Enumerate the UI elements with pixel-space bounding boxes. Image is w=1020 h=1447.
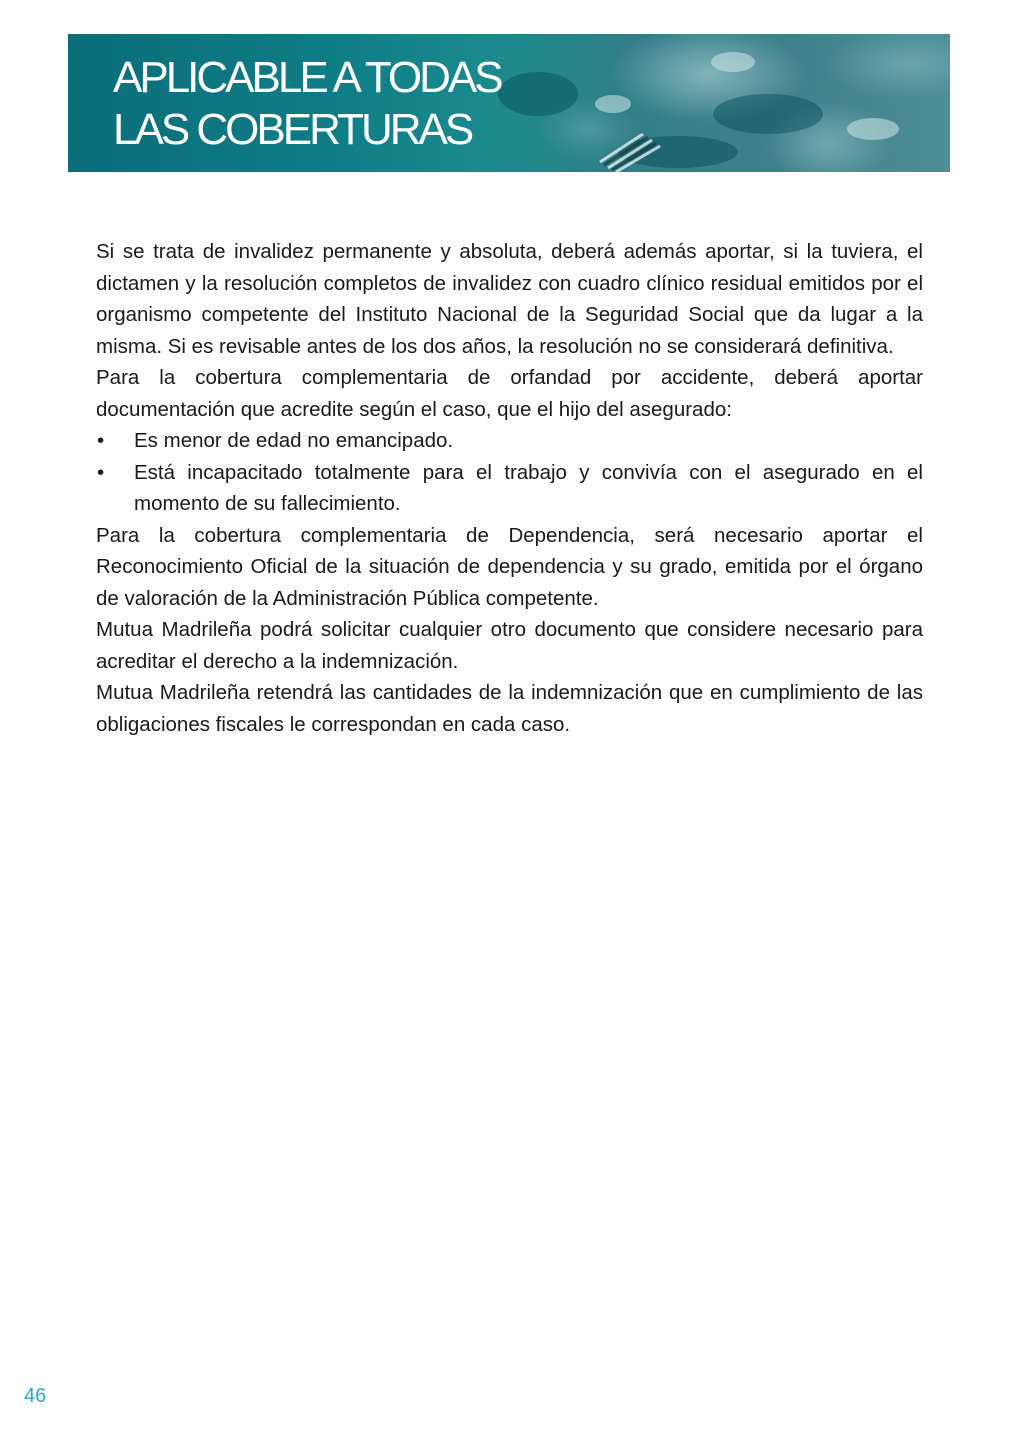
page-title-line-1: APLICABLE A TODAS [113,53,501,102]
list-item-text: Es menor de edad no emancipado. [134,429,454,452]
page-title-line-2: LAS COBERTURAS [113,105,472,154]
paragraph-invalidez: Si se trata de invalidez permanente y absoluta, deberá además aportar, si la tuviera, el dictamen y la resolución completos de invalidez con cuadro clínico residual emitidos por el organismo competente del Instituto Nacional de la Seguridad Social que da lugar a la misma. Si es revisable antes de los dos años, la resolución no se considerará definitiva. [96,240,923,358]
bullet-icon: • [97,460,105,484]
list-item [96,457,923,520]
list-item [96,425,923,457]
page-title [113,52,501,156]
paragraph-documento: Mutua Madrileña podrá solicitar cualquier otro documento que considere necesario para acreditar el derecho a la indemnización. [96,618,923,673]
requirements-list [96,425,923,520]
bullet-icon: • [97,429,105,452]
document-body [96,236,923,740]
paragraph-dependencia: Para la cobertura complementaria de Dependencia, será necesario aportar el Reconocimiento Oficial de la situación de dependencia y su grado, emitida por el órgano de valoración de la Administración Pública competente. [96,523,923,610]
page-number: 46 [24,1385,47,1407]
paragraph-orfandad: Para la cobertura complementaria de orfandad por accidente, deberá aportar documentación que acredite según el caso, que el hijo del asegurado: [96,366,923,421]
header-banner [68,34,950,172]
paragraph-retencion: Mutua Madrileña retendrá las cantidades de la indemnización que en cumplimiento de las obligaciones fiscales le correspondan en cada caso. [96,681,923,736]
list-item-text: Está incapacitado totalmente para el trabajo y convivía con el asegurado en el momento de su fallecimiento. [134,460,923,515]
